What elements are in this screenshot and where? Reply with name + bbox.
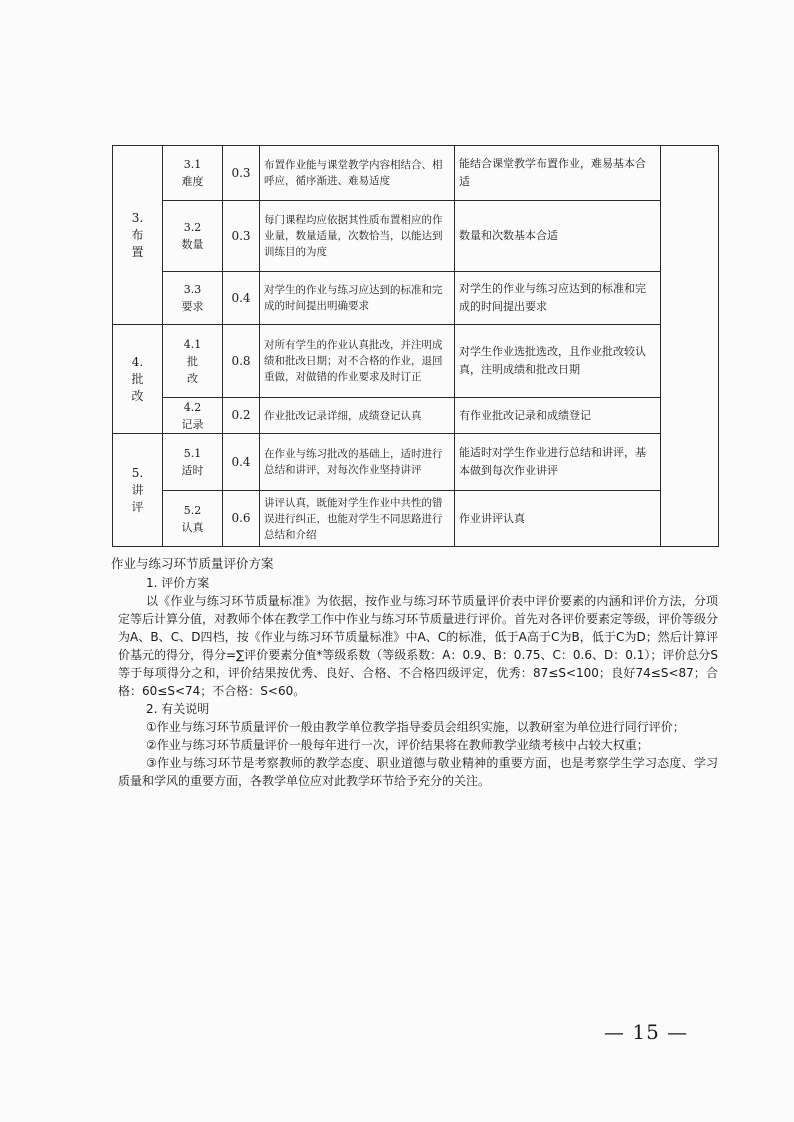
page-number: — 15 — bbox=[604, 1020, 689, 1044]
item-cell: 4.2 记录 bbox=[163, 398, 223, 434]
weight-cell: 0.4 bbox=[223, 434, 260, 491]
item-cell: 5.1 适时 bbox=[163, 434, 223, 491]
table-caption: 作业与练习环节质量评价方案 bbox=[111, 556, 274, 571]
grade-cell: 能适时对学生作业进行总结和讲评，基本做到每次作业讲评 bbox=[455, 434, 661, 491]
standard-cell: 对学生的作业与练习应达到的标准和完成的时间提出明确要求 bbox=[260, 272, 455, 325]
note-item: ①作业与练习环节质量评价一般由教学单位教学指导委员会组织实施，以教研室为单位进行同行评价； bbox=[146, 720, 685, 734]
section-heading: 1. 评价方案 bbox=[146, 576, 210, 590]
item-cell: 3.2 数量 bbox=[163, 201, 223, 272]
category-cell: 3. 布 置 bbox=[113, 146, 163, 325]
weight-cell: 0.3 bbox=[223, 146, 260, 201]
table-row bbox=[113, 201, 719, 272]
standard-cell: 每门课程均应依据其性质布置相应的作业量，数量适量，次数恰当，以能达到训练目的为度 bbox=[260, 201, 455, 272]
standard-cell: 在作业与练习批改的基础上，适时进行总结和讲评，对每次作业坚持讲评 bbox=[260, 434, 455, 491]
weight-cell: 0.3 bbox=[223, 201, 260, 272]
grade-cell: 有作业批改记录和成绩登记 bbox=[455, 398, 661, 434]
standard-cell: 对所有学生的作业认真批改，并注明成绩和批改日期；对不合格的作业，退回重做，对做错的作业要求及时订正 bbox=[260, 325, 455, 398]
item-cell: 4.1 批 改 bbox=[163, 325, 223, 398]
grade-cell: 能结合课堂教学布置作业，难易基本合适 bbox=[455, 146, 661, 201]
table-row bbox=[113, 434, 719, 491]
note-item: ③作业与练习环节是考察教师的教学态度、职业道德与敬业精神的重要方面，也是考察学生学习态度、学习质量和学风的重要方面，各教学单位应对此教学环节给予充分的关注。 bbox=[118, 756, 718, 788]
grade-cell: 数量和次数基本合适 bbox=[455, 201, 661, 272]
table-row bbox=[113, 398, 719, 434]
standard-cell: 布置作业能与课堂教学内容相结合、相呼应，循序渐进、难易适度 bbox=[260, 146, 455, 201]
category-cell: 5. 讲 评 bbox=[113, 434, 163, 547]
grade-cell: 作业讲评认真 bbox=[455, 491, 661, 547]
evaluation-text bbox=[118, 574, 718, 790]
weight-cell: 0.2 bbox=[223, 398, 260, 434]
table-row bbox=[113, 272, 719, 325]
grade-cell: 对学生作业选批选改，且作业批改较认真，注明成绩和批改日期 bbox=[455, 325, 661, 398]
table-row bbox=[113, 325, 719, 398]
blank-column bbox=[661, 146, 719, 547]
item-cell: 3.1 难度 bbox=[163, 146, 223, 201]
section-heading: 2. 有关说明 bbox=[146, 702, 210, 716]
weight-cell: 0.4 bbox=[223, 272, 260, 325]
grade-cell: 对学生的作业与练习应达到的标准和完成的时间提出要求 bbox=[455, 272, 661, 325]
evaluation-table bbox=[112, 145, 719, 547]
table-row bbox=[113, 491, 719, 547]
item-cell: 3.3 要求 bbox=[163, 272, 223, 325]
weight-cell: 0.8 bbox=[223, 325, 260, 398]
standard-cell: 讲评认真，既能对学生作业中共性的错误进行纠正，也能对学生不同思路进行总结和介绍 bbox=[260, 491, 455, 547]
note-item: ②作业与练习环节质量评价一般每年进行一次，评价结果将在教师教学业绩考核中占较大权重； bbox=[146, 738, 649, 752]
item-cell: 5.2 认真 bbox=[163, 491, 223, 547]
table-row bbox=[113, 146, 719, 201]
weight-cell: 0.6 bbox=[223, 491, 260, 547]
standard-cell: 作业批改记录详细，成绩登记认真 bbox=[260, 398, 455, 434]
category-cell: 4. 批 改 bbox=[113, 325, 163, 434]
section-paragraph: 以《作业与练习环节质量标准》为依据，按作业与练习环节质量评价表中评价要素的内涵和评价方法，分项定等后计算分值，对教师个体在教学工作中作业与练习环节质量进行评价。首先对各评价要素定等级，评价等级分为A、B、C、D四档，按《作业与练习环节质量标准》中A、C的标准，低于A高于C为B，低于C为D；然后计算评价基元的得分，得分=∑评价要素分值*等级系数（等级系数：A：0.9、B：0.75、C：0.6、D：0.1）；评价总分S等于每项得分之和，评价结果按优秀、良好、合格、不合格四级评定，优秀：87≤S<100；良好74≤S<87；合格：60≤S<74；不合格：S<60。 bbox=[118, 594, 719, 698]
